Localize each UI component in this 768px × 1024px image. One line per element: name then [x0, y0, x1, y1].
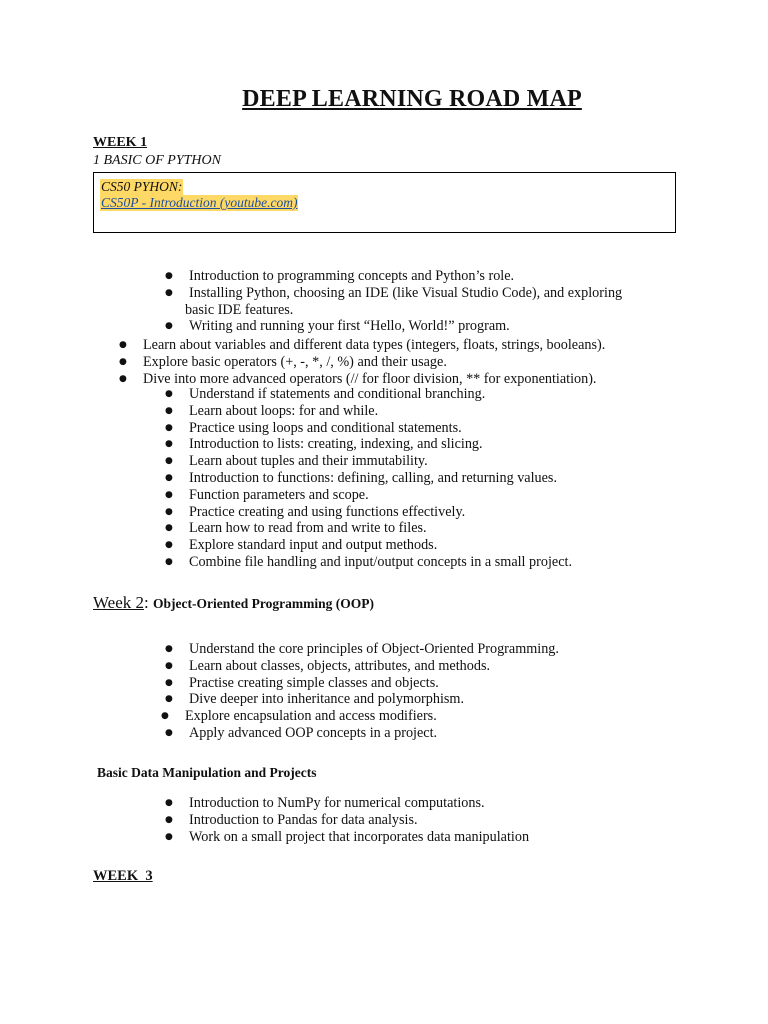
week1-subtitle: 1 BASIC OF PYTHON — [93, 153, 221, 168]
week2-heading — [93, 593, 374, 613]
list-item: ● Introduction to NumPy for numerical computations. — [189, 795, 689, 812]
list-item: ● Explore encapsulation and access modifiers. — [185, 708, 689, 725]
list-item: ● Learn how to read from and write to files. — [189, 520, 689, 537]
week2-separator: : — [144, 593, 154, 612]
week1-heading: WEEK 1 — [93, 135, 148, 150]
list-item: ● Learn about classes, objects, attributes, and methods. — [189, 658, 689, 675]
list-item: ● Practise creating simple classes and objects. — [189, 675, 689, 692]
week3-heading: WEEK 3 — [93, 868, 153, 884]
list-item: ● Work on a small project that incorporates data manipulation — [189, 829, 689, 846]
list-item: ● Learn about loops: for and while. — [189, 403, 689, 420]
week1-intro-list — [185, 268, 689, 335]
week2-label: Week 2 — [93, 593, 145, 612]
week2-data-list — [189, 795, 689, 845]
list-item: ● Introduction to programming concepts and Python’s role. — [189, 268, 689, 285]
list-item: ● Explore standard input and output methods. — [189, 537, 689, 554]
list-item: ● Learn about variables and different data types (integers, floats, strings, booleans). — [143, 337, 683, 354]
document-title: DEEP LEARNING ROAD MAP — [242, 86, 582, 112]
list-item: ● Combine file handling and input/output concepts in a small project. — [189, 554, 689, 571]
week2-oop-list — [185, 641, 689, 742]
list-item: ● Writing and running your first “Hello, World!” program. — [189, 318, 689, 335]
list-item: ● Installing Python, choosing an IDE (like Visual Studio Code), and exploring basic IDE features. — [189, 285, 689, 319]
week1-control-list — [189, 386, 689, 571]
list-item: ● Explore basic operators (+, -, *, /, %) and their usage. — [143, 354, 683, 371]
resource-label: CS50 PYHON: — [101, 179, 183, 194]
list-item: ● Understand the core principles of Object-Oriented Programming. — [189, 641, 689, 658]
list-item: ● Introduction to functions: defining, calling, and returning values. — [189, 470, 689, 487]
list-item: ● Dive deeper into inheritance and polymorphism. — [189, 691, 689, 708]
list-item: ● Introduction to Pandas for data analysis. — [189, 812, 689, 829]
list-item: ● Learn about tuples and their immutability. — [189, 453, 689, 470]
week2-title: Object-Oriented Programming (OOP) — [153, 596, 374, 611]
list-item: ● Practice using loops and conditional statements. — [189, 420, 689, 437]
data-section-title: Basic Data Manipulation and Projects — [97, 765, 317, 780]
list-item: ● Apply advanced OOP concepts in a project. — [189, 725, 689, 742]
list-item: ● Introduction to lists: creating, indexing, and slicing. — [189, 436, 689, 453]
resource-link[interactable]: CS50P - Introduction (youtube.com) — [101, 195, 298, 210]
resource-box — [93, 172, 676, 233]
list-item: ● Dive into more advanced operators (// for floor division, ** for exponentiation). — [143, 371, 683, 388]
week1-basics-list — [143, 337, 683, 387]
list-item: ● Understand if statements and conditional branching. — [189, 386, 689, 403]
list-item: ● Function parameters and scope. — [189, 487, 689, 504]
list-item: ● Practice creating and using functions effectively. — [189, 504, 689, 521]
